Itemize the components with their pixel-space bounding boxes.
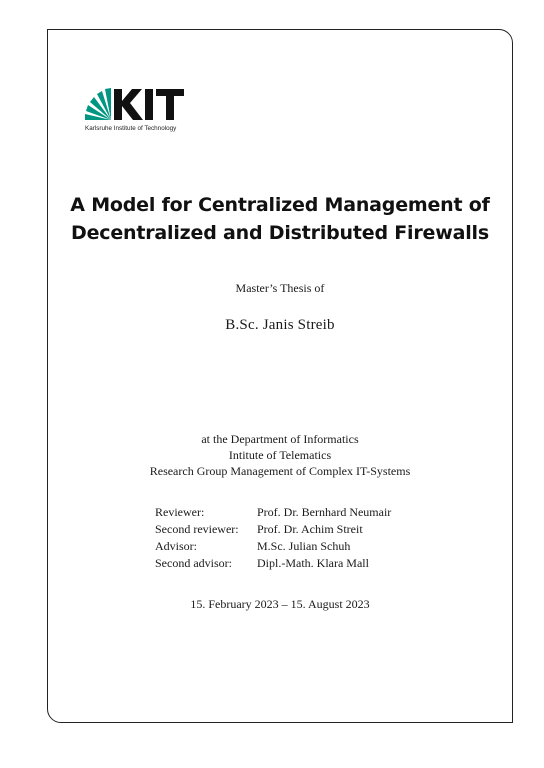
role-label: Second advisor: [155, 556, 232, 570]
thesis-title-line-1: A Model for Centralized Management of [70, 194, 490, 216]
table-row [155, 505, 391, 522]
kit-logo-letters [114, 89, 184, 120]
logo-caption: Karlsruhe Institute of Technology [85, 125, 177, 132]
role-person: Prof. Dr. Bernhard Neumair [257, 505, 392, 519]
research-group-line: Research Group Management of Complex IT-Systems [149, 464, 411, 478]
role-label: Reviewer: [155, 505, 205, 519]
table-row [155, 539, 391, 556]
logo-letter-k [114, 89, 143, 120]
department-line: at the Department of Informatics [201, 432, 359, 446]
logo-letter-t [156, 89, 184, 120]
author-name: B.Sc. Janis Streib [225, 317, 335, 333]
table-row [155, 522, 391, 539]
role-person: Prof. Dr. Achim Streit [257, 522, 363, 536]
role-person: M.Sc. Julian Schuh [257, 539, 351, 553]
supervisor-table [155, 505, 391, 573]
table-row [155, 556, 391, 573]
logo-letter-i [145, 89, 153, 120]
thesis-type-label: Master’s Thesis of [235, 281, 325, 295]
institute-line: Intitute of Telematics [228, 448, 332, 462]
role-person: Dipl.-Math. Klara Mall [257, 556, 369, 570]
kit-logo-rays [85, 88, 111, 120]
thesis-dates: 15. February 2023 – 15. August 2023 [190, 597, 370, 611]
role-label: Advisor: [155, 539, 197, 553]
thesis-title-line-2: Decentralized and Distributed Firewalls [71, 222, 489, 244]
role-label: Second reviewer: [155, 522, 239, 536]
